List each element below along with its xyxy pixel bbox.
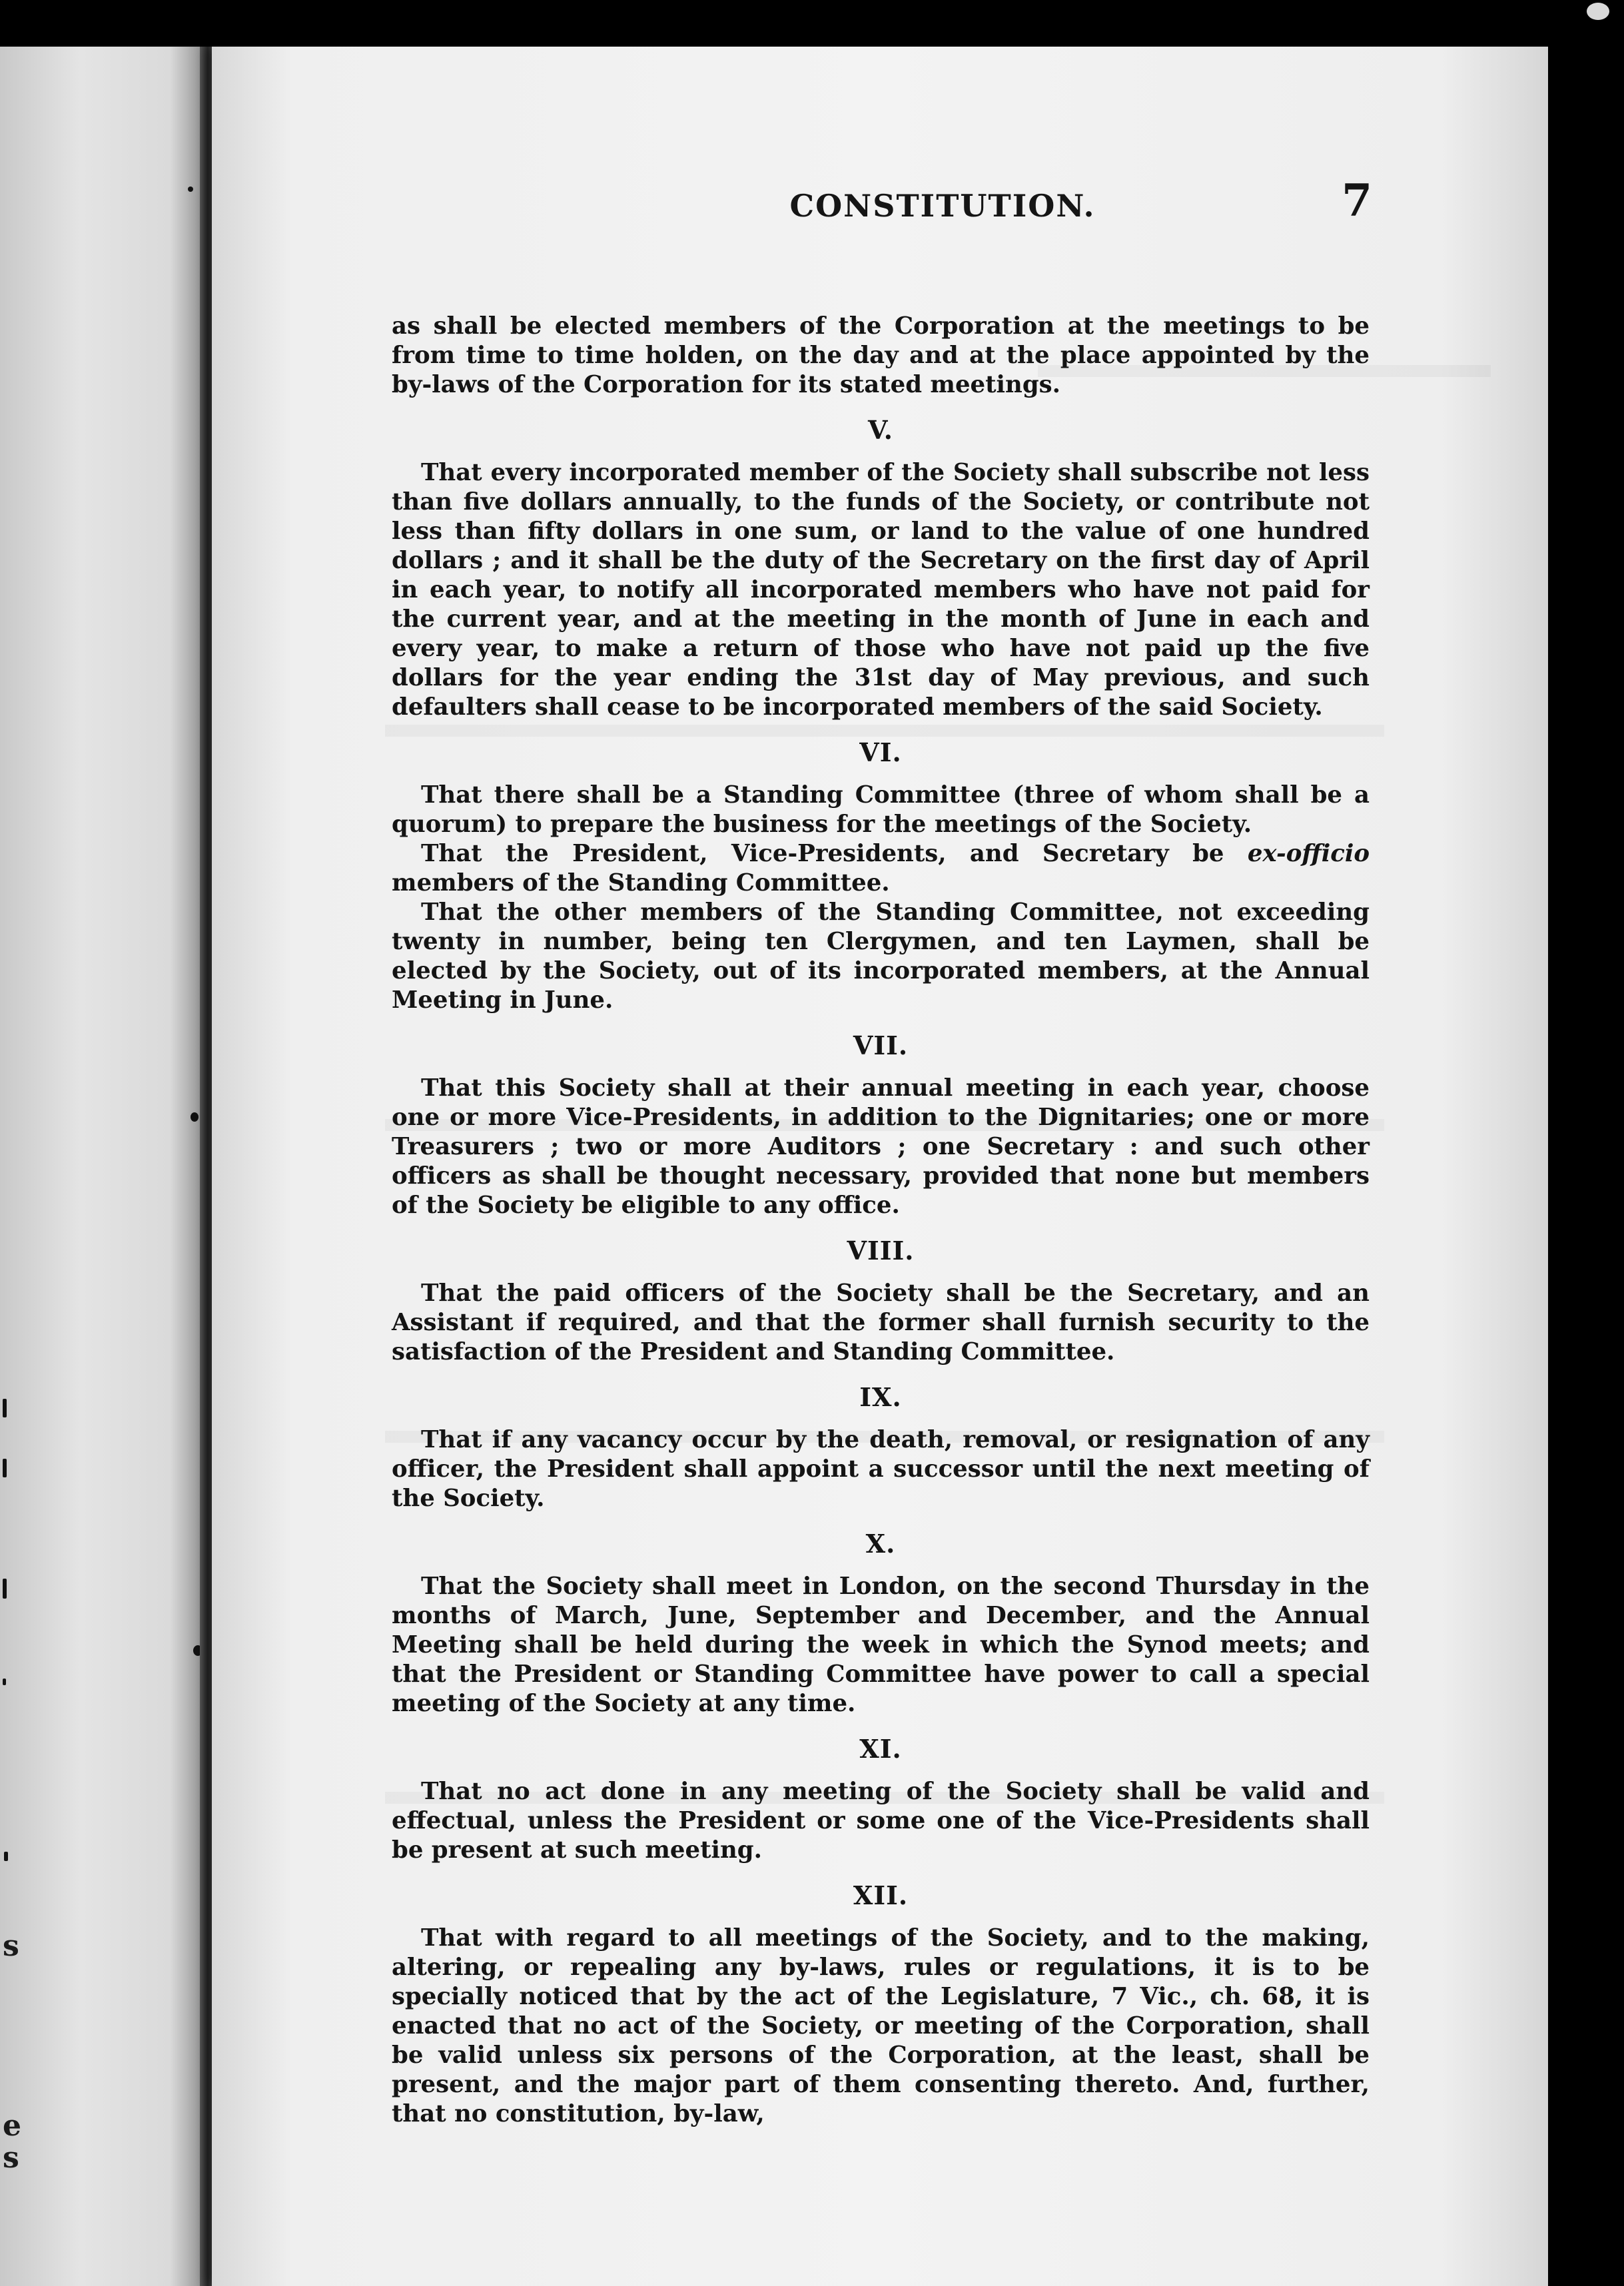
article-paragraph: That every incorporated member of the Society shall subscribe not less than five dollars annually, to the funds of the Society, or contribute not less than fifty dollars in one sum, or land to the value of one hundred dollars ; and it shall be the duty of the Secretary on the first day of April in each year, to notify all incorporated members who have not paid for the current year, and at the meeting in the month of June in each and every year, to make a return of those who have not paid up the five dollars for the year ending the 31st day of May previous, and such defaulters shall cease to be incorporated members of the said Society. (392, 459, 1370, 721)
scan-corner-mark (1587, 3, 1609, 20)
article-paragraph: That the Society shall meet in London, on the second Thursday in the months of March, June, September and December, and the Annual Meeting shall be held during the week in which the Synod meets; and that the President or Standing Committee have power to call a special meeting of the Society at any time. (392, 1573, 1370, 1717)
article-paragraph: That with regard to all meetings of the Society, and to the making, altering, or repealing any by-laws, rules or regulations, it is to be specially noticed that by the act of the Legislature, 7 Vic., ch. 68, it is enacted that no act of the Society, or meeting of the Corporation, shall be valid unless six persons of the Corporation, at the least, shall be present, and the major part of them consenting thereto. And, further, that no constitution, by-law, (392, 1924, 1370, 2127)
article-heading: XII. (853, 1880, 909, 1910)
article-paragraph: That there shall be a Standing Committee (three of whom shall be a quorum) to prepare the business for the meetings of the Society. (392, 781, 1370, 838)
article-heading: VII. (853, 1030, 909, 1060)
ink-speck (3, 1459, 7, 1477)
ink-speck (3, 1399, 7, 1417)
running-head (513, 175, 1372, 254)
italic-term: ex-officio (1247, 840, 1370, 867)
article-paragraph: That no act done in any meeting of the Society shall be valid and effectual, unless the President or some one of the Vice-Presidents shall be present at such meeting. (392, 1778, 1370, 1864)
facing-page-letter: s (3, 1929, 19, 1963)
article-heading: VI. (859, 737, 902, 767)
article-heading: V. (867, 415, 894, 445)
ink-speck (4, 1852, 8, 1861)
article-paragraph: That the paid officers of the Society shall be the Secretary, and an Assistant if required, and that the former shall furnish security to the satisfaction of the President and Standing Committee. (392, 1280, 1370, 1365)
article-paragraph: That if any vacancy occur by the death, removal, or resignation of any officer, the President shall appoint a successor until the next meeting of the Society. (392, 1426, 1370, 1512)
facing-page-edge (0, 47, 200, 2286)
continued-paragraph: as shall be elected members of the Corporation at the meetings to be from time to time holden, on the day and at the place appointed by the by-laws of the Corporation for its stated meetings. (392, 312, 1370, 398)
article-paragraph: That the other members of the Standing Committee, not exceeding twenty in number, being ten Clergymen, and ten Laymen, shall be elected by the Society, out of its incorporated members, at the Annual Meeting in June. (392, 899, 1370, 1014)
article-paragraph: That this Society shall at their annual meeting in each year, choose one or more Vice-Presidents, in addition to the Dignitaries; one or more Treasurers ; two or more Auditors ; one Secretary : and such other officers as shall be thought necessary, provided that none but members of the Society be eligible to any office. (392, 1074, 1370, 1219)
facing-page-letter: s (3, 2141, 19, 2175)
facing-page-letter: e (3, 2109, 21, 2143)
article-heading: X. (865, 1529, 896, 1559)
text-run: That the President, Vice-Presidents, and Secretary be (421, 840, 1224, 867)
article-heading: XI. (859, 1734, 902, 1764)
ink-speck (188, 187, 193, 192)
ink-speck (3, 1679, 6, 1685)
ink-speck (3, 1579, 7, 1599)
page-number: 7 (1342, 175, 1372, 226)
article-heading: VIII. (847, 1236, 915, 1266)
constitution-text (392, 312, 1370, 2129)
ink-speck (191, 1112, 199, 1122)
text-run: members of the Standing Committee. (392, 869, 890, 897)
article-paragraph (392, 839, 1370, 898)
page-title: CONSTITUTION. (789, 188, 1096, 224)
article-heading: IX. (859, 1382, 902, 1412)
